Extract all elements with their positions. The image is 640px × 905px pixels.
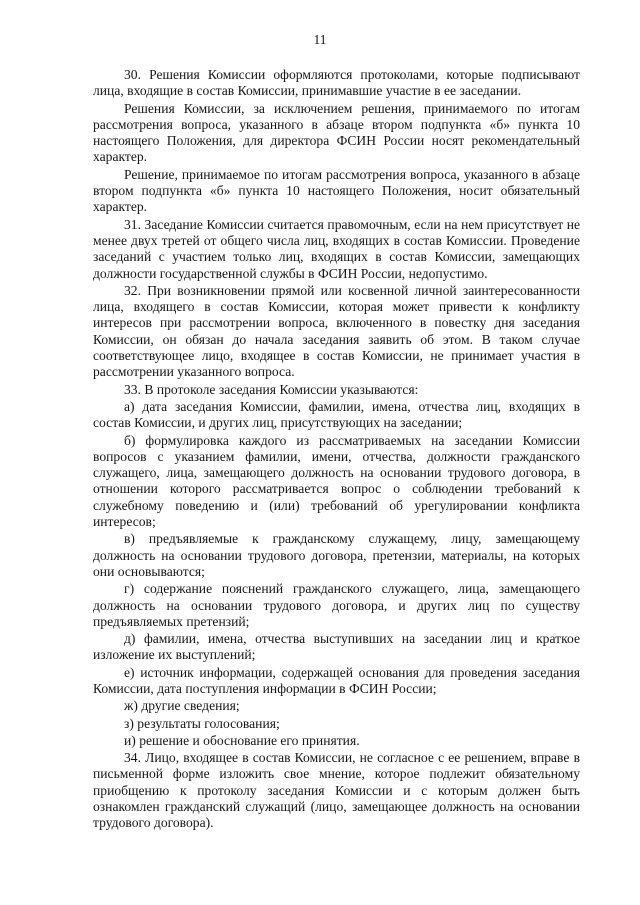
paragraph-30-protocols: 30. Решения Комиссии оформляются протоколами, которые подписывают лица, входящие в состав Комиссии, принимавшие участие в ее заседании. xyxy=(93,67,580,99)
list-item-e: е) источник информации, содержащей основания для проведения заседания Комиссии, дата поступления информации в ФСИН России; xyxy=(93,664,580,696)
document-body xyxy=(93,67,580,833)
list-item-i: и) решение и обоснование его принятия. xyxy=(124,732,360,748)
paragraph-30-mandatory: Решение, принимаемое по итогам рассмотрения вопроса, указанного в абзаце втором подпункта «б» пункта 10 настоящего Положения, носит обязательный характер. xyxy=(93,166,580,215)
paragraph-34-dissent: 34. Лицо, входящее в состав Комиссии, не согласное с ее решением, вправе в письменной форме изложить свое мнение, которое подлежит обязательному приобщению к протоколу заседания Комиссии и с которым должен быть ознакомлен гражданский служащий (лицо, замещающее должность на основании трудового договора). xyxy=(93,750,580,831)
paragraph-33-protocol-contents: 33. В протоколе заседания Комиссии указываются: xyxy=(124,381,419,397)
list-item-zh: ж) другие сведения; xyxy=(124,698,240,714)
list-item-b: б) формулировка каждого из рассматриваемых на заседании Комиссии вопросов с указанием фамилии, имени, отчества, должности гражданского служащего, лица, замещающего должность на основании трудового договора, в отношении которого рассматривается вопрос о соблюдении требований к служебному поведению и (или) требований об урегулировании конфликта интересов; xyxy=(93,432,580,530)
paragraph-32-conflict-of-interest: 32. При возникновении прямой или косвенной личной заинтересованности лица, входящего в состав Комиссии, которая может привести к конфликту интересов при рассмотрении вопроса, включенного в повестку дня заседания Комиссии, он обязан до начала заседания заявить об этом. В таком случае соответствующее лицо, входящее в состав Комиссии, не принимает участия в рассмотрении указанного вопроса. xyxy=(93,282,580,380)
list-item-a: а) дата заседания Комиссии, фамилии, имена, отчества лиц, входящих в состав Комиссии, и других лиц, присутствующих на заседании; xyxy=(93,398,580,431)
list-item-g: г) содержание пояснений гражданского служащего, лица, замещающего должность на основании трудового договора, и других лиц по существу предъявляемых претензий; xyxy=(93,581,580,629)
paragraph-30-recommendations: Решения Комиссии, за исключением решения, принимаемого по итогам рассмотрения вопроса, указанного в абзаце втором подпункта «б» пункта 10 настоящего Положения, для директора ФСИН России носят рекомендательный характер. xyxy=(93,100,580,165)
list-item-d: д) фамилии, имена, отчества выступивших на заседании лиц и краткое изложение их выступлений; xyxy=(93,631,580,663)
paragraph-31-quorum: 31. Заседание Комиссии считается правомочным, если на нем присутствует не менее двух третей от общего числа лиц, входящих в состав Комиссии. Проведение заседаний с участием только лиц, входящих в состав Комиссии, замещающих должности государственной службы в ФСИН России, недопустимо. xyxy=(93,216,580,281)
page-number: 11 xyxy=(313,32,327,47)
list-item-z: з) результаты голосования; xyxy=(124,715,280,731)
list-item-v: в) предъявляемые к гражданскому служащему, лицу, замещающему должность на основании трудового договора, претензии, материалы, на которых они основываются; xyxy=(93,531,580,579)
